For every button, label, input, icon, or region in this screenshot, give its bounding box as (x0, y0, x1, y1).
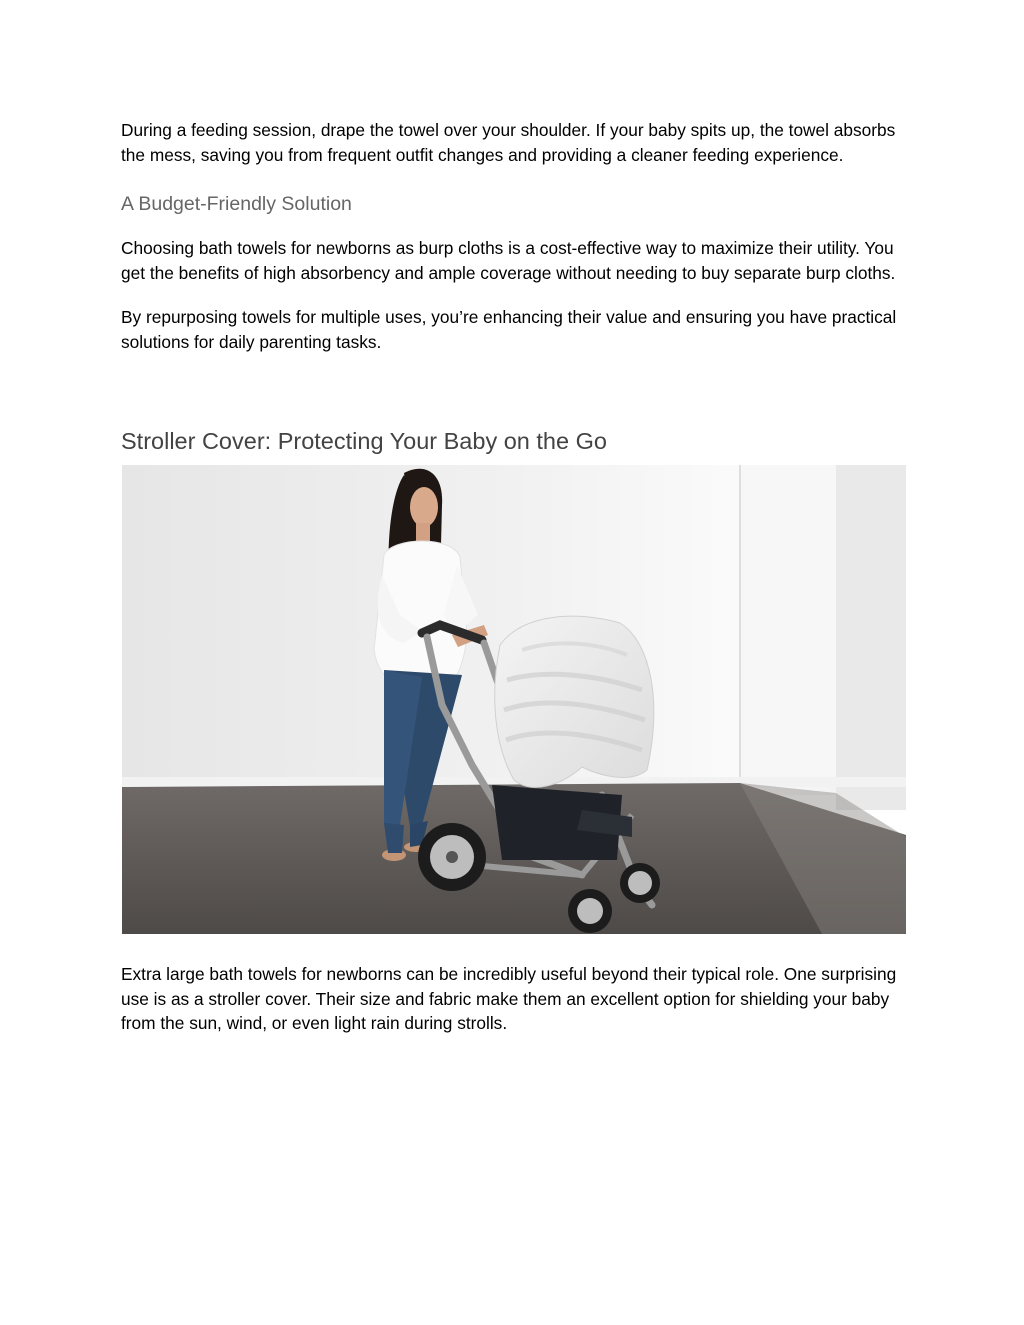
document-page (121, 118, 906, 1036)
paragraph-stroller: Extra large bath towels for newborns can be incredibly useful beyond their typical role. One surprising use is as a stroller cover. Their size and fabric make them an excellent option for shielding your baby from the sun, wind, or even light rain during strolls. (121, 964, 897, 1033)
paragraph-budget-1: Choosing bath towels for newborns as burp cloths is a cost-effective way to maximize their utility. You get the benefits of high absorbency and ample coverage without needing to buy separate burp cloths. (121, 238, 896, 283)
heading-stroller-cover: Stroller Cover: Protecting Your Baby on the Go (121, 428, 607, 454)
paragraph-budget-2: By repurposing towels for multiple uses, you’re enhancing their value and ensuring you have practical solutions for daily parenting tasks. (121, 307, 897, 352)
stroller-photo (122, 465, 906, 934)
heading-budget-friendly: A Budget-Friendly Solution (121, 193, 352, 215)
paragraph-feeding: During a feeding session, drape the towel over your shoulder. If your baby spits up, the towel absorbs the mess, saving you from frequent outfit changes and providing a cleaner feeding experience. (121, 120, 896, 165)
